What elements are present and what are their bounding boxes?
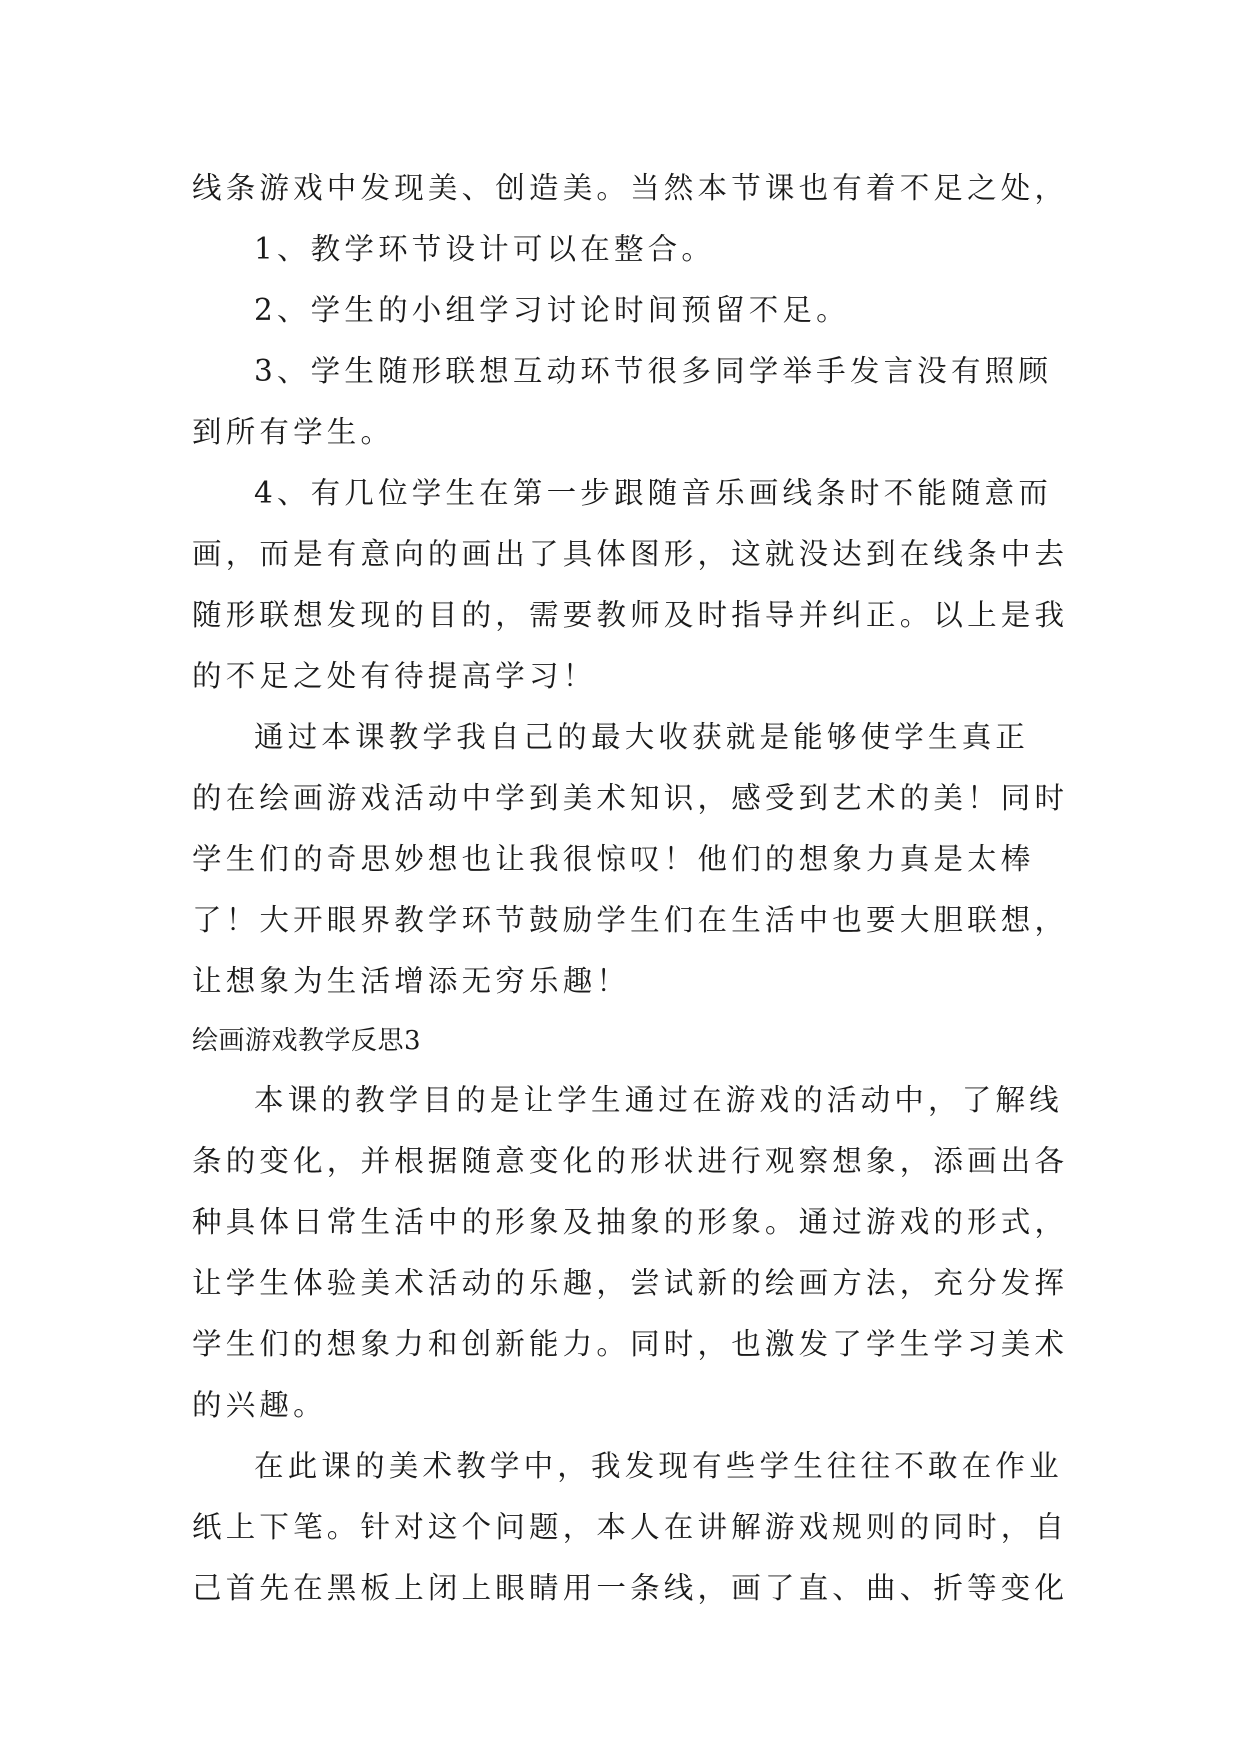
list-item: 3、学生随形联想互动环节很多同学举手发言没有照顾 — [254, 354, 1053, 388]
text-line: 让学生体验美术活动的乐趣，尝试新的绘画方法，充分发挥 — [192, 1266, 1069, 1300]
text-line: 线条游戏中发现美、创造美。当然本节课也有着不足之处， — [192, 171, 1069, 205]
text-line: 随形联想发现的目的，需要教师及时指导并纠正。以上是我 — [192, 598, 1069, 632]
text-line: 的在绘画游戏活动中学到美术知识，感受到艺术的美！同时 — [192, 781, 1069, 815]
text-line: 条的变化，并根据随意变化的形状进行观察想象，添画出各 — [192, 1144, 1069, 1178]
text-line: 纸上下笔。针对这个问题，本人在讲解游戏规则的同时，自 — [192, 1510, 1069, 1544]
section-heading: 绘画游戏教学反思3 — [192, 1026, 422, 1056]
text-line: 到所有学生。 — [192, 415, 395, 449]
list-item: 4、有几位学生在第一步跟随音乐画线条时不能随意而 — [254, 476, 1053, 510]
text-line: 画，而是有意向的画出了具体图形，这就没达到在线条中去 — [192, 537, 1069, 571]
list-item: 1、教学环节设计可以在整合。 — [254, 232, 716, 266]
text-line: 的兴趣。 — [192, 1388, 327, 1422]
text-line: 让想象为生活增添无穷乐趣！ — [192, 964, 631, 998]
paragraph-start: 通过本课教学我自己的最大收获就是能够使学生真正 — [254, 720, 1030, 754]
document-body — [192, 158, 1069, 1619]
paragraph-start: 在此课的美术教学中，我发现有些学生往往不敢在作业 — [254, 1449, 1063, 1483]
text-line: 己首先在黑板上闭上眼睛用一条线，画了直、曲、折等变化 — [192, 1571, 1069, 1605]
paragraph-start: 本课的教学目的是让学生通过在游戏的活动中，了解线 — [254, 1083, 1063, 1117]
list-item: 2、学生的小组学习讨论时间预留不足。 — [254, 293, 850, 327]
text-line: 学生们的想象力和创新能力。同时，也激发了学生学习美术 — [192, 1327, 1069, 1361]
text-line: 种具体日常生活中的形象及抽象的形象。通过游戏的形式， — [192, 1205, 1069, 1239]
text-line: 学生们的奇思妙想也让我很惊叹！他们的想象力真是太棒 — [192, 842, 1035, 876]
text-line: 了！大开眼界教学环节鼓励学生们在生活中也要大胆联想， — [192, 903, 1069, 937]
text-line: 的不足之处有待提高学习！ — [192, 659, 597, 693]
